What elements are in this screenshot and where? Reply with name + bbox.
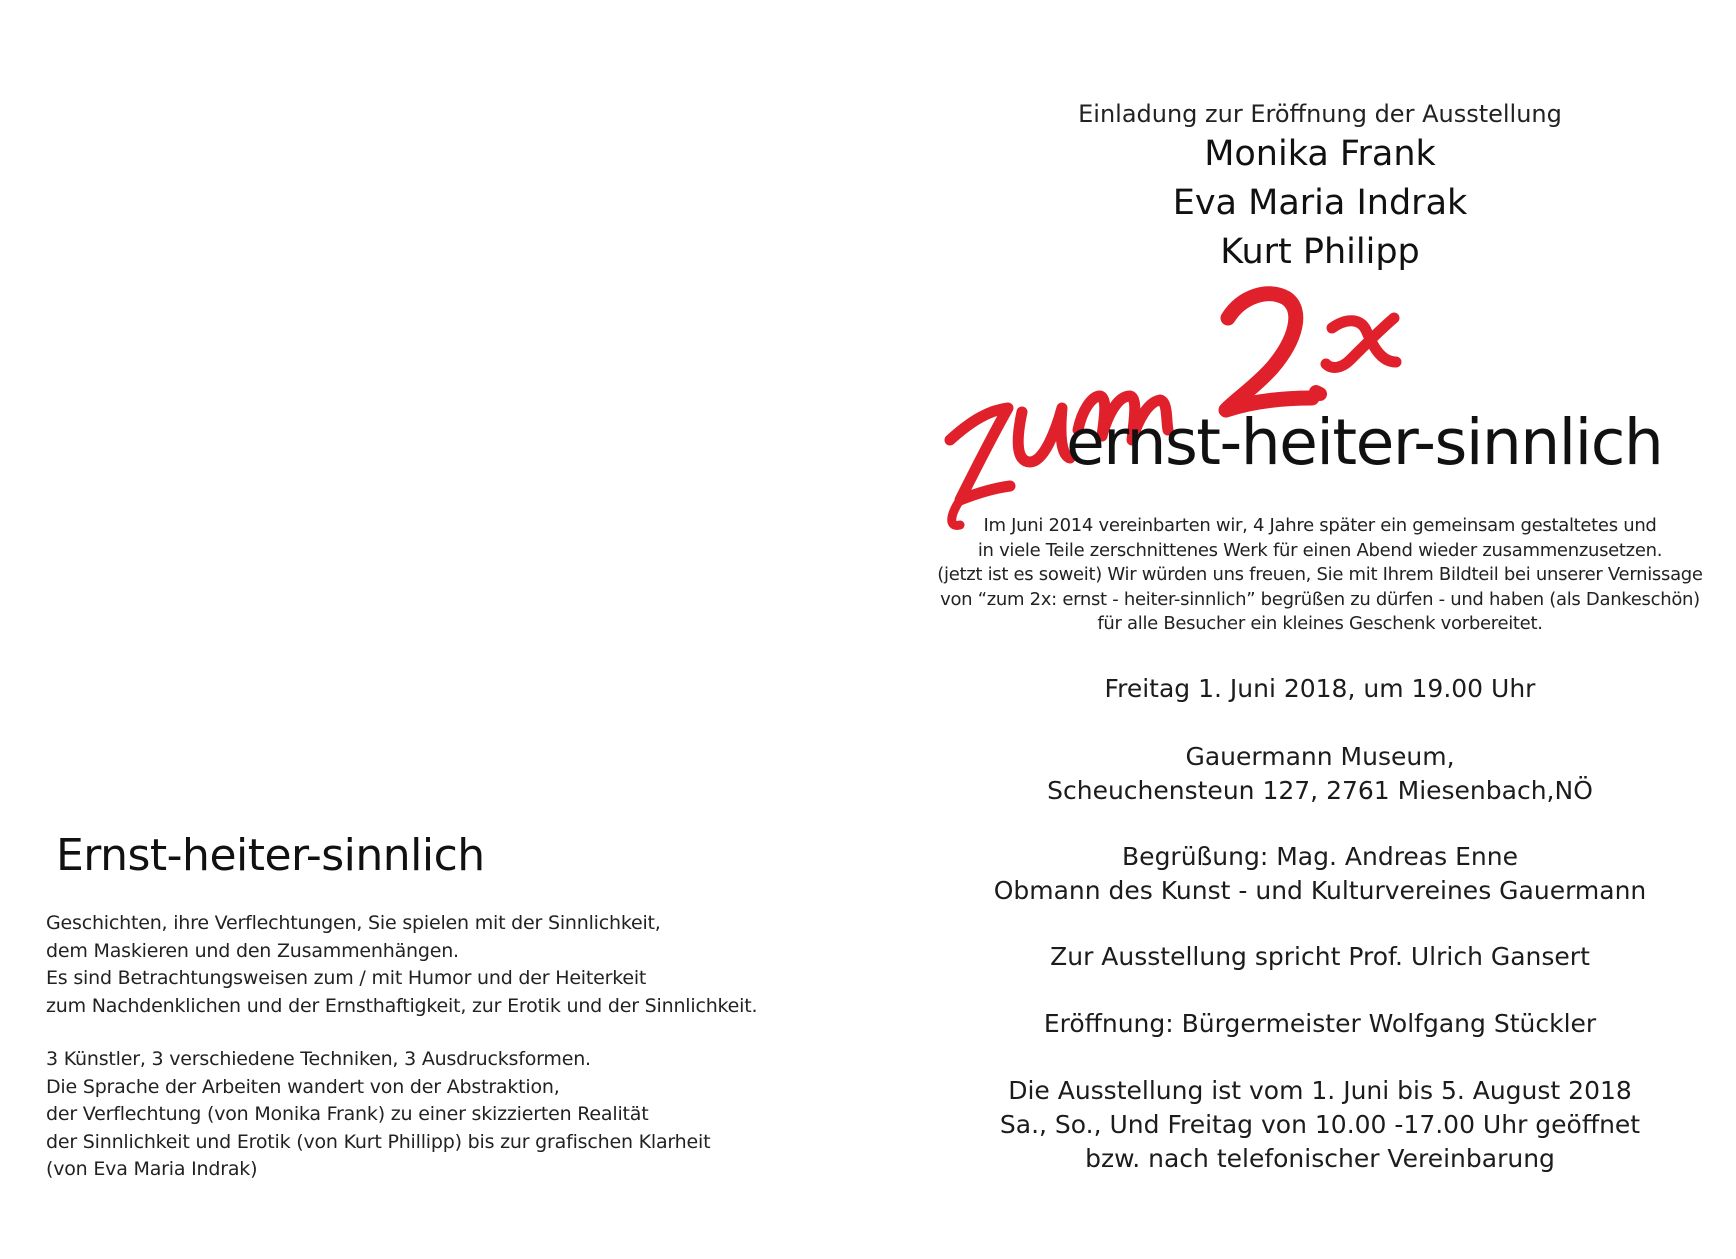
event-date: Freitag 1. Juni 2018, um 19.00 Uhr (1104, 674, 1536, 703)
description-line: 3 Künstler, 3 verschiedene Techniken, 3 Ausdrucksformen. (46, 1048, 591, 1070)
artist-name: Kurt Philipp (1220, 232, 1420, 272)
exhibition-speaker: Zur Ausstellung spricht Prof. Ulrich Gansert (1050, 942, 1590, 971)
paragraph-gap (46, 1020, 757, 1046)
description-line: (von Eva Maria Indrak) (46, 1158, 258, 1180)
left-description (46, 910, 757, 1184)
description-line: zum Nachdenklichen und der Ernsthaftigkeit, zur Erotik und der Sinnlichkeit. (46, 994, 758, 1017)
right-panel (920, 0, 1720, 1259)
opening: Eröffnung: Bürgermeister Wolfgang Stückler (1043, 1009, 1597, 1038)
artist-name: Monika Frank (1204, 134, 1436, 174)
intro-line: (jetzt ist es soweit) Wir würden uns freuen, Sie mit Ihrem Bildteil bei unserer Vernissage (937, 564, 1703, 585)
intro-text (920, 514, 1720, 637)
description-line: der Sinnlichkeit und Erotik (von Kurt Phillipp) bis zur grafischen Klarheit (46, 1130, 711, 1153)
welcome (920, 840, 1720, 908)
exhibition-title: ernst-heiter-sinnlich (1066, 406, 1663, 479)
description-line: Die Sprache der Arbeiten wandert von der Abstraktion, (46, 1075, 560, 1098)
venue (920, 740, 1720, 808)
opening-hours (920, 1074, 1720, 1176)
artist-name: Eva Maria Indrak (1172, 183, 1468, 223)
left-title: Ernst-heiter-sinnlich (56, 830, 485, 881)
venue-address: Scheuchensteun 127, 2761 Miesenbach,NÖ (1047, 776, 1593, 805)
intro-line: Im Juni 2014 vereinbarten wir, 4 Jahre später ein gemeinsam gestaltetes und (983, 515, 1657, 536)
welcome-role: Obmann des Kunst - und Kulturvereines Gauermann (993, 876, 1647, 905)
intro-line: für alle Besucher ein kleines Geschenk vorbereitet. (1097, 613, 1543, 634)
venue-name: Gauermann Museum, (1185, 742, 1455, 771)
hours-line: Sa., So., Und Freitag von 10.00 -17.00 Uhr geöffnet (999, 1110, 1641, 1139)
intro-line: in viele Teile zerschnittenes Werk für einen Abend wieder zusammenzusetzen. (977, 539, 1663, 561)
description-line: Geschichten, ihre Verflechtungen, Sie spielen mit der Sinnlichkeit, (46, 912, 661, 934)
invitation-heading: Einladung zur Eröffnung der Ausstellung (1078, 100, 1562, 128)
description-line: Es sind Betrachtungsweisen zum / mit Humor und der Heiterkeit (46, 967, 647, 989)
description-line: dem Maskieren und den Zusammenhängen. (46, 939, 459, 962)
hours-line: Die Ausstellung ist vom 1. Juni bis 5. August 2018 (1008, 1076, 1632, 1105)
welcome-speaker: Begrüßung: Mag. Andreas Enne (1122, 842, 1518, 871)
hours-line: bzw. nach telefonischer Vereinbarung (1085, 1144, 1555, 1173)
description-line: der Verflechtung (von Monika Frank) zu einer skizzierten Realität (46, 1103, 649, 1125)
intro-line: von “zum 2x: ernst - heiter-sinnlich” begrüßen zu dürfen - und haben (als Dankeschön) (940, 588, 1700, 610)
